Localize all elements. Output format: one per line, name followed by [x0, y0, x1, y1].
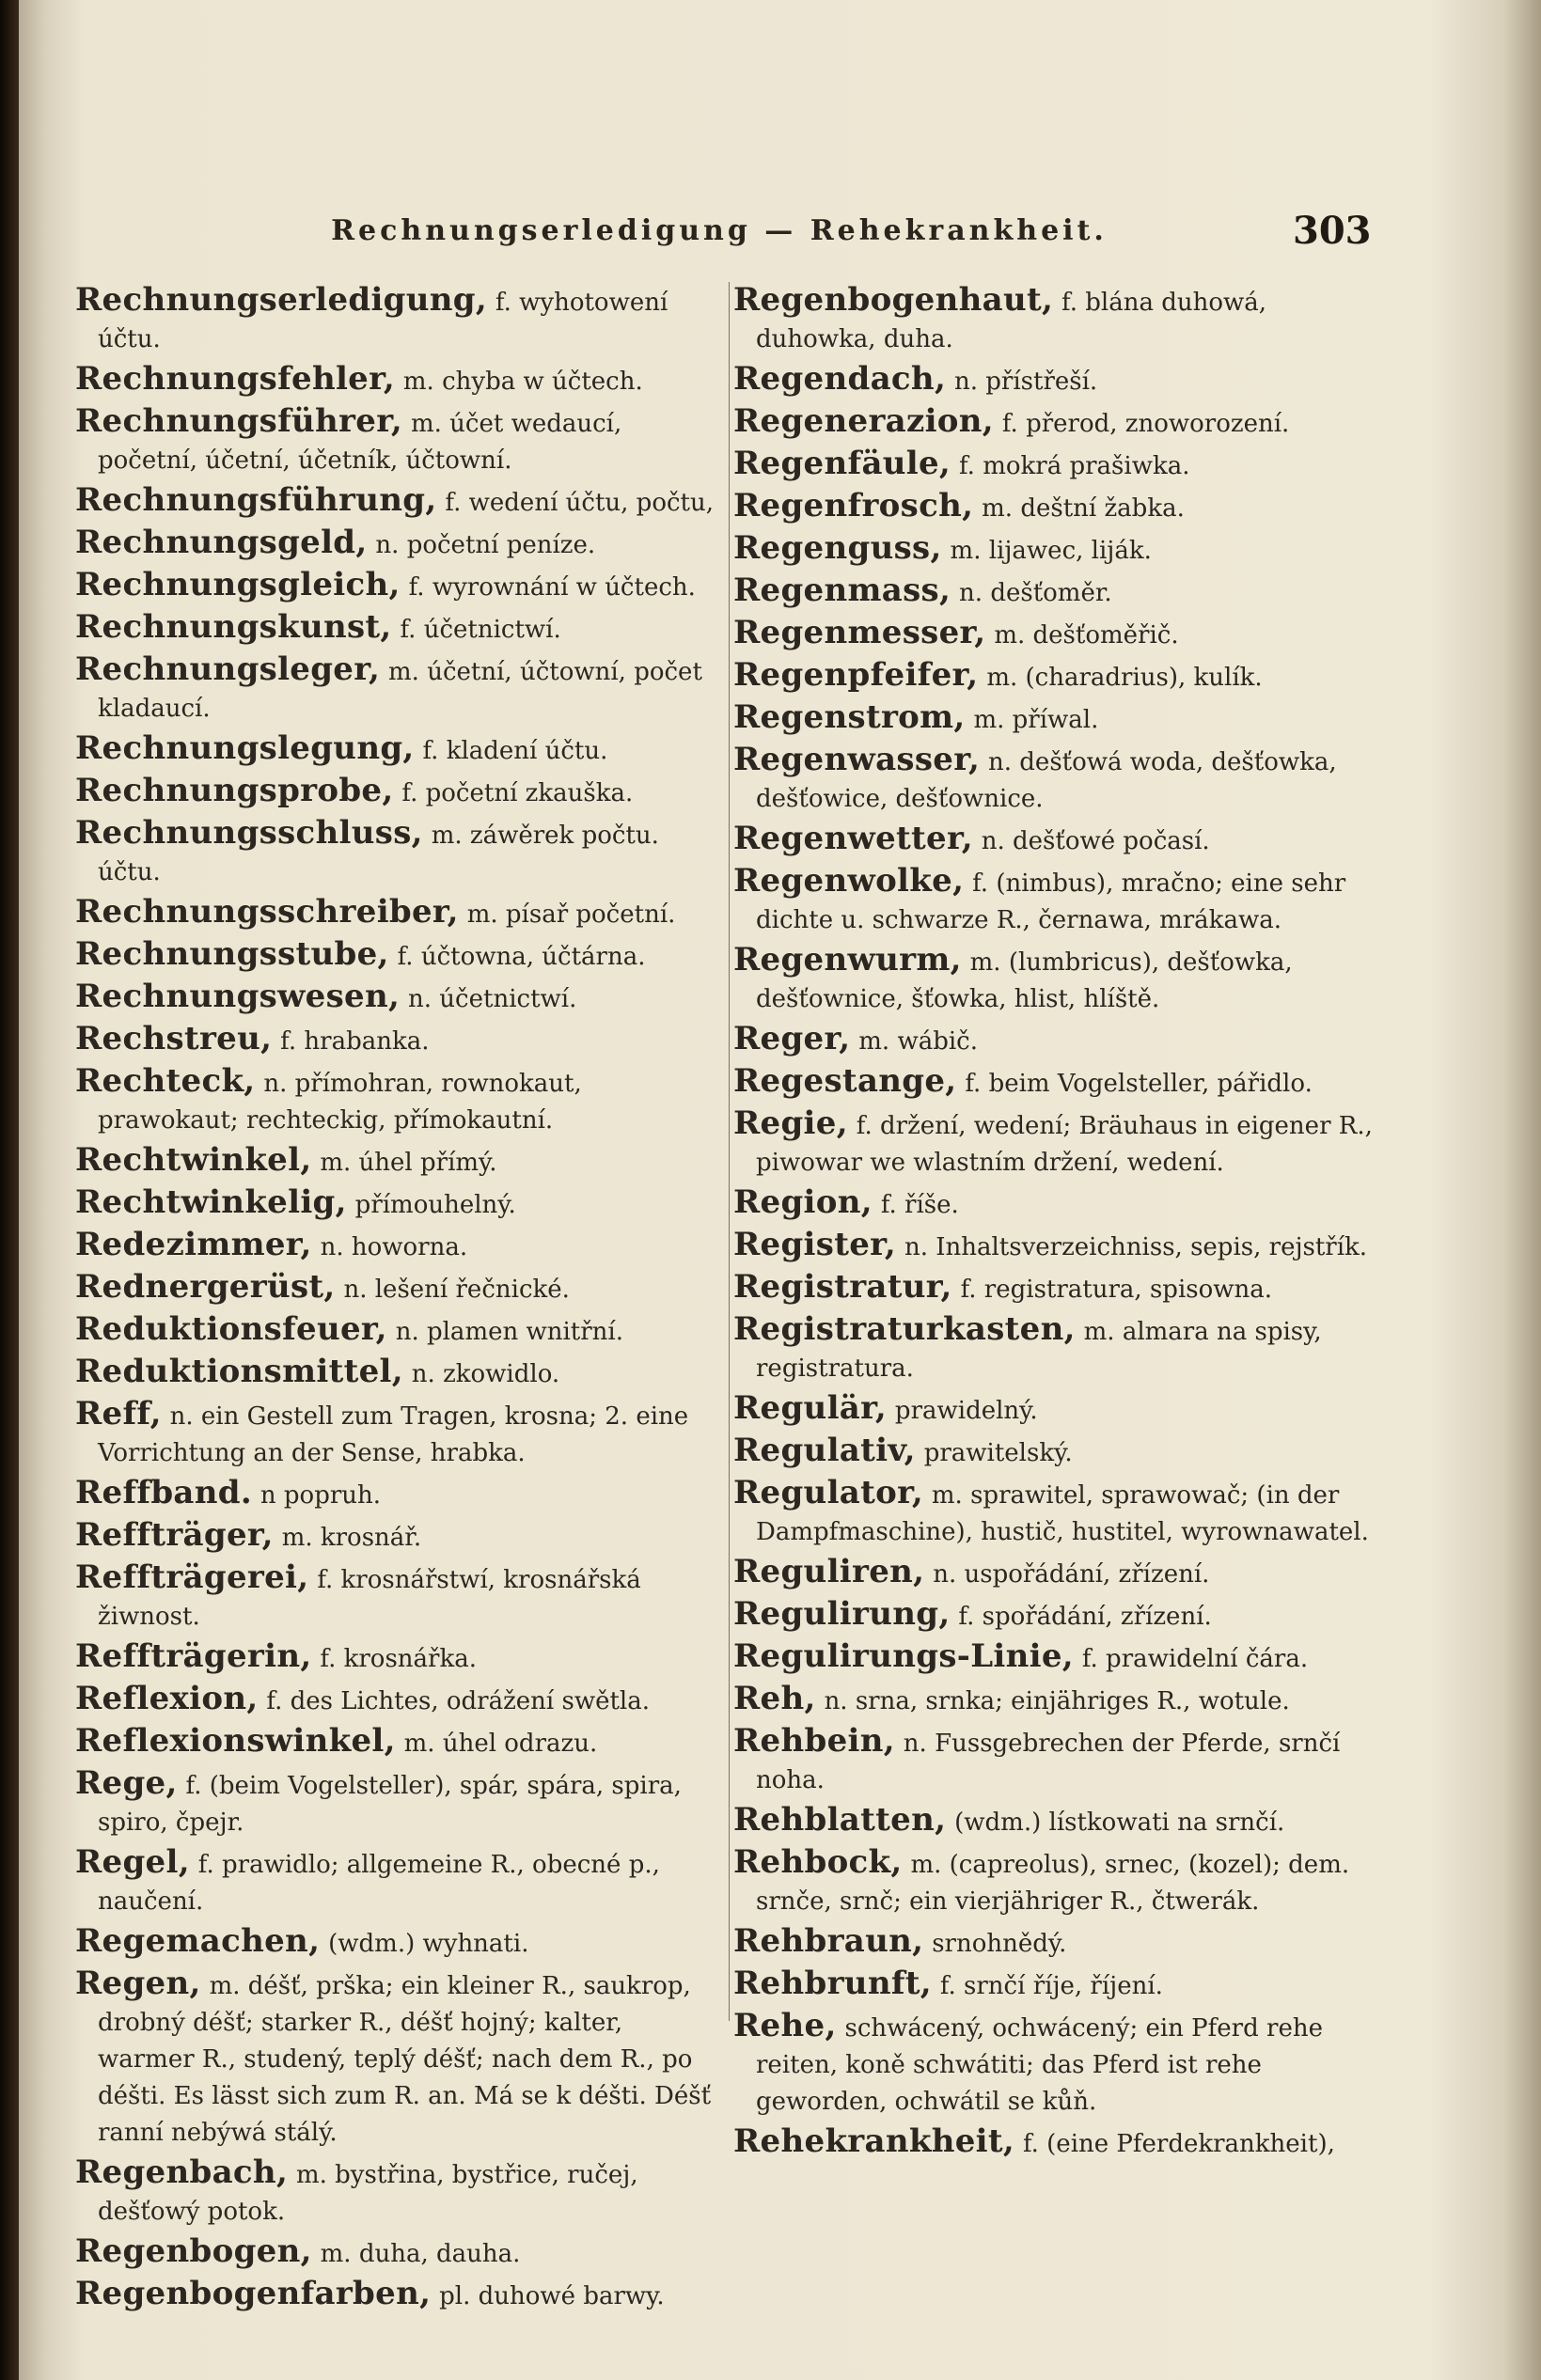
entry-definition: n. ein Gestell zum Tragen, krosna; 2. eine Vorrichtung an der Sense, hrabka.: [98, 1402, 689, 1467]
dictionary-entry: [75, 2154, 724, 2230]
entry-definition: m. almara na spisy, registratura.: [756, 1318, 1322, 1383]
entry-headword: Rechteck,: [75, 1062, 256, 1100]
entry-definition: n. přístřeší.: [953, 368, 1098, 396]
dictionary-entry: [733, 1184, 1382, 1223]
entry-headword: Regen,: [75, 1965, 201, 2002]
dictionary-entry: [75, 1142, 724, 1181]
dictionary-entry: [733, 361, 1382, 399]
dictionary-entry: [75, 730, 724, 769]
dictionary-entry: [75, 2233, 724, 2272]
dictionary-entry: [733, 1390, 1382, 1429]
entry-headword: Regenwurm,: [733, 941, 962, 979]
dictionary-entry: [75, 482, 724, 521]
dictionary-entry: [75, 815, 724, 890]
dictionary-entry: [733, 863, 1382, 938]
entry-headword: Regenbach,: [75, 2153, 289, 2191]
entry-headword: Rege,: [75, 1764, 178, 1802]
entry-definition: n. dešťoměr.: [959, 579, 1112, 607]
entry-definition: n popruh.: [259, 1481, 382, 1510]
entry-definition: f. (nimbus), mračno; eine sehr dichte u. schwarze R., černawa, mrákawa.: [756, 869, 1346, 934]
dictionary-entry: [733, 821, 1382, 859]
entry-headword: Regemachen,: [75, 1922, 321, 1960]
entry-definition: n. Fussgebrechen der Pferde, srnčí noha.: [756, 1730, 1341, 1794]
dictionary-entry: [733, 1311, 1382, 1386]
dictionary-entry: [733, 1475, 1382, 1550]
entry-definition: f. říše.: [880, 1191, 959, 1219]
entry-headword: Rechnungswesen,: [75, 978, 401, 1015]
entry-definition: pl. duhowé barwy.: [439, 2282, 665, 2310]
page-number: 303: [1293, 209, 1372, 253]
entry-definition: m. úhel přímý.: [320, 1149, 497, 1177]
entry-definition: schwácený, ochwácený; ein Pferd rehe reiten, koně schwátiti; das Pferd ist rehe geworden, ochwátil se kůň.: [756, 2014, 1323, 2116]
dictionary-entry: [75, 403, 724, 478]
entry-headword: Regulirungs-Linie,: [733, 1637, 1074, 1675]
dictionary-entry: [75, 525, 724, 563]
entry-definition: n. Inhaltsverzeichniss, sepis, rejstřík.: [904, 1233, 1368, 1261]
entry-definition: m. účet wedaucí, početní, účetní, účetník, účtowní.: [98, 410, 622, 475]
entry-headword: Registratur,: [733, 1268, 952, 1306]
dictionary-entry: [733, 2123, 1382, 2162]
dictionary-entry: [75, 1965, 724, 2151]
entry-definition: m. déšť, prška; ein kleiner R., saukrop, drobný déšť; starker R., déšť hojný; kalter, warmer R., studený, teplý déšť; nach dem R., po déšti. Es lässt sich zum R. an. Má se k déšti. Déšť ranní nebýwá stálý.: [98, 1972, 712, 2147]
entry-headword: Regulator,: [733, 1474, 923, 1511]
entry-headword: Regenpfeifer,: [733, 656, 979, 694]
entry-definition: f. krosnářstwí, krosnářská žiwnost.: [98, 1566, 641, 1631]
entry-headword: Register,: [733, 1226, 897, 1263]
dictionary-entry: [75, 1311, 724, 1350]
dictionary-entry: [75, 1517, 724, 1556]
entry-headword: Regenwolke,: [733, 862, 965, 900]
dictionary-entry: [733, 1433, 1382, 1471]
entry-headword: Rechstreu,: [75, 1020, 273, 1057]
dictionary-entry: [733, 657, 1382, 696]
entry-headword: Rehbrunft,: [733, 1965, 932, 2002]
dictionary-entry: [733, 1227, 1382, 1265]
dictionary-entry: [733, 615, 1382, 653]
entry-headword: Regenbogen,: [75, 2232, 312, 2270]
entry-headword: Reffband.: [75, 1474, 252, 1511]
entry-definition: f. (beim Vogelsteller), spár, spára, spira, spiro, čpejr.: [98, 1772, 682, 1837]
entry-headword: Regenstrom,: [733, 698, 966, 736]
entry-headword: Reff,: [75, 1395, 162, 1433]
entry-definition: n. početní peníze.: [375, 531, 596, 559]
entry-definition: n. účetnictwí.: [408, 985, 577, 1013]
entry-definition: n. zkowidlo.: [411, 1360, 560, 1388]
entry-definition: n. dešťowé počasí.: [981, 827, 1210, 855]
entry-definition: m. wábič.: [858, 1027, 979, 1056]
entry-definition: n. dešťowá woda, dešťowka, dešťowice, dešťownice.: [756, 748, 1337, 813]
entry-definition: n. howorna.: [320, 1233, 468, 1261]
entry-definition: m. (capreolus), srnec, (kozel); dem. srnče, srnč; ein vierjähriger R., čtwerák.: [756, 1851, 1350, 1916]
entry-headword: Regenmesser,: [733, 614, 986, 651]
entry-headword: Rehekrankheit,: [733, 2122, 1015, 2160]
entry-headword: Rednergerüst,: [75, 1268, 336, 1306]
entry-headword: Rechnungsprobe,: [75, 772, 394, 809]
entry-definition: f. prawidlo; allgemeine R., obecné p., naučení.: [98, 1851, 660, 1916]
entry-headword: Regenwetter,: [733, 820, 973, 857]
entry-definition: f. des Lichtes, odrážení swětla.: [266, 1687, 650, 1715]
entry-definition: n. plamen wnitřní.: [395, 1318, 624, 1346]
entry-definition: prawidelný.: [894, 1397, 1038, 1425]
entry-headword: Reffträger,: [75, 1516, 274, 1554]
dictionary-entry: [75, 894, 724, 932]
entry-definition: f. srnčí říje, říjení.: [939, 1972, 1163, 2000]
dictionary-entry: [75, 979, 724, 1017]
entry-headword: Rehe,: [733, 2007, 837, 2044]
entry-headword: Regel,: [75, 1843, 190, 1881]
entry-definition: f. mokrá prašiwka.: [958, 452, 1190, 480]
dictionary-entry: [75, 567, 724, 605]
book-gutter: [0, 0, 19, 2380]
entry-definition: n. srna, srnka; einjähriges R., wotule.: [824, 1687, 1290, 1715]
entry-headword: Rechtwinkel,: [75, 1141, 312, 1179]
dictionary-entry: [733, 572, 1382, 611]
entry-headword: Regenguss,: [733, 529, 942, 567]
dictionary-entry: [733, 2008, 1382, 2120]
dictionary-entry: [75, 1021, 724, 1059]
dictionary-entry: [75, 936, 724, 975]
entry-headword: Rechnungserledigung,: [75, 281, 487, 319]
dictionary-entry: [75, 2276, 724, 2314]
dictionary-entry: [733, 1844, 1382, 1919]
entry-definition: m. účetní, účtowní, počet kladaucí.: [98, 658, 702, 723]
entry-headword: Regenfäule,: [733, 445, 951, 482]
entry-definition: f. (eine Pferdekrankheit),: [1022, 2130, 1335, 2158]
entry-headword: Reger,: [733, 1020, 851, 1057]
dictionary-entry: [733, 1638, 1382, 1677]
right-column: [733, 282, 1382, 2166]
dictionary-entry: [75, 1184, 724, 1223]
entry-definition: m. lijawec, liják.: [950, 537, 1152, 565]
entry-definition: prawitelský.: [923, 1439, 1073, 1467]
dictionary-entry: [75, 1723, 724, 1762]
entry-definition: srnohnědý.: [932, 1930, 1067, 1958]
entry-headword: Region,: [733, 1183, 873, 1221]
entry-headword: Regestange,: [733, 1062, 957, 1100]
entry-definition: m. sprawitel, sprawowač; (in der Dampfmaschine), hustič, hustitel, wyrownawatel.: [756, 1481, 1369, 1546]
entry-definition: f. účetnictwí.: [400, 616, 561, 644]
dictionary-entry: [733, 942, 1382, 1017]
entry-headword: Regenwasser,: [733, 741, 981, 778]
entry-definition: f. prawidelní čára.: [1081, 1645, 1309, 1673]
entry-headword: Reflexionswinkel,: [75, 1722, 396, 1760]
entry-definition: n. uspořádání, zřízení.: [933, 1560, 1210, 1589]
dictionary-entry: [733, 699, 1382, 738]
entry-definition: (wdm.) wyhnati.: [328, 1930, 529, 1958]
entry-definition: m. deštní žabka.: [982, 494, 1185, 523]
entry-headword: Rechnungsschluss,: [75, 814, 423, 852]
dictionary-entry: [733, 1681, 1382, 1719]
entry-headword: Rehblatten,: [733, 1801, 947, 1839]
dictionary-entry: [75, 1354, 724, 1392]
entry-headword: Regenfrosch,: [733, 487, 974, 525]
dictionary-entry: [733, 1105, 1382, 1181]
entry-headword: Registraturkasten,: [733, 1310, 1076, 1348]
dictionary-entry: [75, 773, 724, 811]
dictionary-entry: [75, 1638, 724, 1677]
entry-headword: Redezimmer,: [75, 1226, 312, 1263]
entry-headword: Regie,: [733, 1104, 848, 1142]
column-divider: [729, 282, 730, 2021]
entry-definition: m. (lumbricus), dešťowka, dešťownice, šťowka, hlist, hlíště.: [756, 948, 1293, 1013]
entry-definition: (wdm.) lístkowati na srnčí.: [954, 1808, 1285, 1837]
dictionary-entry: [75, 1844, 724, 1919]
entry-definition: f. beim Vogelsteller, pářidlo.: [965, 1070, 1313, 1098]
dictionary-entry: [75, 1269, 724, 1307]
dictionary-entry: [733, 282, 1382, 357]
entry-definition: m. (charadrius), kulík.: [986, 664, 1263, 692]
dictionary-entry: [733, 1923, 1382, 1962]
entry-headword: Rechnungskunst,: [75, 608, 392, 646]
dictionary-entry: [75, 361, 724, 399]
dictionary-entry: [75, 1063, 724, 1138]
entry-definition: m. písař početní.: [466, 900, 676, 929]
dictionary-entry: [733, 1802, 1382, 1840]
entry-definition: f. wedení účtu, počtu,: [445, 489, 714, 517]
entry-headword: Regenmass,: [733, 572, 951, 609]
entry-headword: Reduktionsfeuer,: [75, 1310, 387, 1348]
left-column: [75, 282, 724, 2318]
entry-definition: n. přímohran, rownokaut, prawokaut; rechteckig, přímokautní.: [98, 1070, 582, 1135]
entry-definition: f. účtowna, účtárna.: [397, 943, 646, 971]
entry-headword: Reflexion,: [75, 1680, 259, 1717]
entry-headword: Regulär,: [733, 1389, 888, 1427]
dictionary-entry: [733, 1723, 1382, 1798]
entry-headword: Regenerazion,: [733, 402, 994, 440]
running-head: Rechnungserledigung — Rehekrankheit.: [331, 214, 1108, 247]
dictionary-entry: [733, 1965, 1382, 2004]
entry-headword: Reduktionsmittel,: [75, 1353, 403, 1390]
dictionary-entry: [75, 1475, 724, 1513]
dictionary-entry: [733, 1021, 1382, 1059]
entry-headword: Rechnungsleger,: [75, 650, 381, 688]
entry-definition: m. záwěrek počtu. účtu.: [98, 822, 659, 886]
entry-definition: m. chyba w účtech.: [402, 368, 643, 396]
dictionary-entry: [733, 488, 1382, 526]
entry-definition: f. blána duhowá, duhowka, duha.: [756, 289, 1267, 353]
entry-definition: f. početní zkauška.: [401, 779, 634, 807]
entry-definition: m. duha, dauha.: [320, 2240, 521, 2268]
dictionary-entry: [75, 1559, 724, 1635]
entry-headword: Rehbraun,: [733, 1922, 924, 1960]
entry-definition: f. kladení účtu.: [422, 737, 608, 765]
entry-headword: Rechnungsführer,: [75, 402, 403, 440]
entry-headword: Regulirung,: [733, 1595, 951, 1633]
entry-definition: f. spořádání, zřízení.: [958, 1603, 1212, 1631]
entry-headword: Regenbogenhaut,: [733, 281, 1054, 319]
entry-headword: Reffträgerei,: [75, 1558, 309, 1596]
dictionary-entry: [75, 609, 724, 648]
entry-headword: Rechnungsstube,: [75, 935, 389, 973]
entry-definition: f. wyhotowení účtu.: [98, 289, 668, 353]
entry-headword: Regendach,: [733, 360, 947, 398]
dictionary-entry: [75, 1765, 724, 1840]
entry-headword: Rechnungslegung,: [75, 729, 415, 767]
entry-definition: f. registratura, spisowna.: [960, 1276, 1273, 1304]
dictionary-entry: [75, 282, 724, 357]
entry-headword: Reh,: [733, 1680, 816, 1717]
entry-definition: f. krosnářka.: [320, 1645, 477, 1673]
entry-headword: Rechtwinkelig,: [75, 1183, 347, 1221]
entry-headword: Rechnungsgeld,: [75, 524, 368, 561]
entry-definition: m. bystřina, bystřice, ručej, dešťowý potok.: [98, 2161, 638, 2226]
entry-headword: Rehbock,: [733, 1843, 903, 1881]
dictionary-entry: [75, 1681, 724, 1719]
entry-definition: m. krosnář.: [281, 1524, 422, 1552]
dictionary-entry: [733, 403, 1382, 442]
dictionary-entry: [733, 530, 1382, 569]
entry-headword: Regenbogenfarben,: [75, 2275, 432, 2312]
entry-headword: Reffträgerin,: [75, 1637, 312, 1675]
entry-headword: Rechnungsschreiber,: [75, 893, 459, 931]
entry-definition: f. držení, wedení; Bräuhaus in eigener R., piwowar we wlastním držení, wedení.: [756, 1112, 1373, 1177]
entry-headword: Regulativ,: [733, 1432, 916, 1469]
dictionary-entry: [733, 1063, 1382, 1102]
entry-definition: m. dešťoměřič.: [994, 621, 1179, 650]
entry-definition: m. příwal.: [973, 706, 1099, 734]
entry-headword: Reguliren,: [733, 1553, 925, 1590]
entry-definition: přímouhelný.: [354, 1191, 516, 1219]
dictionary-entry: [733, 1269, 1382, 1307]
dictionary-entry: [75, 651, 724, 727]
dictionary-entry: [75, 1396, 724, 1471]
dictionary-entry: [75, 1923, 724, 1962]
dictionary-entry: [75, 1227, 724, 1265]
entry-headword: Rehbein,: [733, 1722, 895, 1760]
dictionary-entry: [733, 742, 1382, 817]
entry-headword: Rechnungsführung,: [75, 481, 437, 519]
entry-definition: f. wyrownání w účtech.: [408, 573, 696, 602]
entry-headword: Rechnungsgleich,: [75, 566, 401, 603]
entry-definition: f. hrabanka.: [280, 1027, 430, 1056]
dictionary-entry: [733, 1596, 1382, 1635]
dictionary-entry: [733, 446, 1382, 484]
entry-headword: Rechnungsfehler,: [75, 360, 395, 398]
dictionary-entry: [733, 1554, 1382, 1592]
entry-definition: m. úhel odrazu.: [403, 1730, 598, 1758]
entry-definition: f. přerod, znoworození.: [1001, 410, 1290, 438]
entry-definition: n. lešení řečnické.: [343, 1276, 570, 1304]
